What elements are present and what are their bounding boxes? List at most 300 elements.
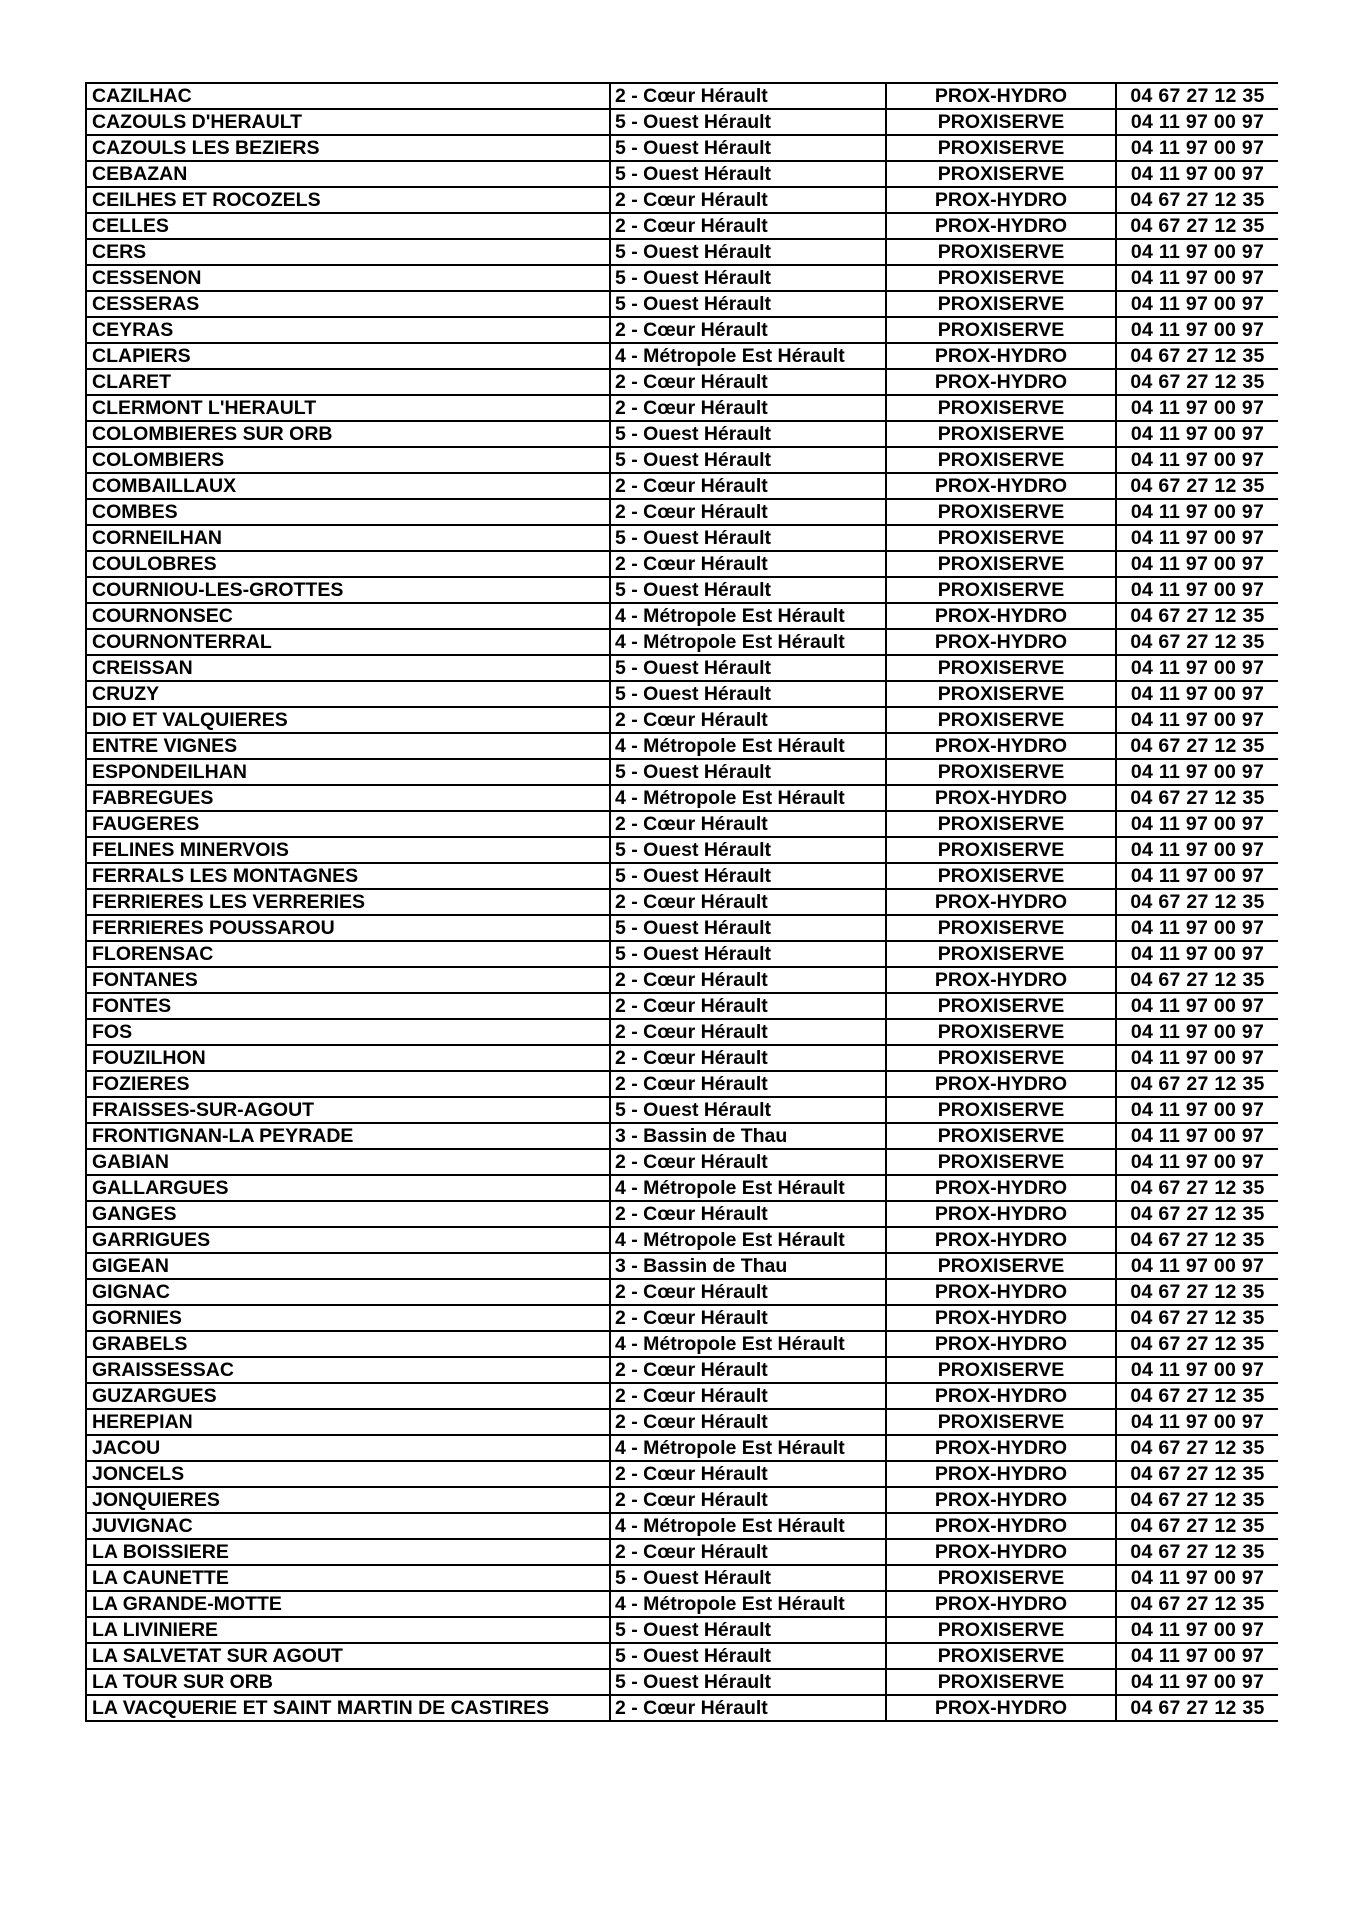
secteur-cell: 5 - Ouest Hérault [610, 1565, 886, 1591]
operateur-cell: PROXISERVE [886, 161, 1116, 187]
table-row [86, 499, 1278, 525]
telephone-cell: 04 11 97 00 97 [1116, 1019, 1278, 1045]
table-row [86, 733, 1278, 759]
telephone-cell: 04 11 97 00 97 [1116, 525, 1278, 551]
table-row [86, 941, 1278, 967]
secteur-cell: 5 - Ouest Hérault [610, 109, 886, 135]
operateur-cell: PROX-HYDRO [886, 785, 1116, 811]
commune-cell: CESSERAS [86, 291, 610, 317]
table-row [86, 967, 1278, 993]
operateur-cell: PROX-HYDRO [886, 369, 1116, 395]
telephone-cell: 04 11 97 00 97 [1116, 161, 1278, 187]
commune-cell: FOS [86, 1019, 610, 1045]
telephone-cell: 04 11 97 00 97 [1116, 863, 1278, 889]
table-row [86, 1669, 1278, 1695]
secteur-cell: 5 - Ouest Hérault [610, 525, 886, 551]
telephone-cell: 04 11 97 00 97 [1116, 811, 1278, 837]
telephone-cell: 04 11 97 00 97 [1116, 759, 1278, 785]
table-row [86, 421, 1278, 447]
telephone-cell: 04 11 97 00 97 [1116, 395, 1278, 421]
operateur-cell: PROX-HYDRO [886, 473, 1116, 499]
commune-cell: FONTANES [86, 967, 610, 993]
commune-cell: LA BOISSIERE [86, 1539, 610, 1565]
commune-cell: JONQUIERES [86, 1487, 610, 1513]
telephone-cell: 04 67 27 12 35 [1116, 369, 1278, 395]
table-row [86, 1331, 1278, 1357]
operateur-cell: PROXISERVE [886, 1097, 1116, 1123]
operateur-cell: PROX-HYDRO [886, 1513, 1116, 1539]
telephone-cell: 04 11 97 00 97 [1116, 317, 1278, 343]
secteur-cell: 4 - Métropole Est Hérault [610, 1513, 886, 1539]
telephone-cell: 04 11 97 00 97 [1116, 551, 1278, 577]
telephone-cell: 04 67 27 12 35 [1116, 1071, 1278, 1097]
table-row [86, 1435, 1278, 1461]
commune-cell: CERS [86, 239, 610, 265]
table-row [86, 525, 1278, 551]
commune-cell: LA VACQUERIE ET SAINT MARTIN DE CASTIRES [86, 1695, 610, 1721]
secteur-cell: 2 - Cœur Hérault [610, 1383, 886, 1409]
table-row [86, 1487, 1278, 1513]
table-row [86, 213, 1278, 239]
telephone-cell: 04 67 27 12 35 [1116, 1539, 1278, 1565]
table-row [86, 473, 1278, 499]
table-row [86, 863, 1278, 889]
commune-cell: COURNIOU-LES-GROTTES [86, 577, 610, 603]
commune-cell: CEYRAS [86, 317, 610, 343]
operateur-cell: PROX-HYDRO [886, 1071, 1116, 1097]
table-row [86, 629, 1278, 655]
secteur-cell: 2 - Cœur Hérault [610, 1149, 886, 1175]
commune-cell: FLORENSAC [86, 941, 610, 967]
telephone-cell: 04 11 97 00 97 [1116, 499, 1278, 525]
telephone-cell: 04 11 97 00 97 [1116, 265, 1278, 291]
secteur-cell: 2 - Cœur Hérault [610, 395, 886, 421]
table-row [86, 1019, 1278, 1045]
table-row [86, 265, 1278, 291]
operateur-cell: PROX-HYDRO [886, 967, 1116, 993]
operateur-cell: PROXISERVE [886, 993, 1116, 1019]
commune-cell: GRABELS [86, 1331, 610, 1357]
table-row [86, 1175, 1278, 1201]
telephone-cell: 04 11 97 00 97 [1116, 1669, 1278, 1695]
telephone-cell: 04 11 97 00 97 [1116, 941, 1278, 967]
table-row [86, 161, 1278, 187]
secteur-cell: 5 - Ouest Hérault [610, 1669, 886, 1695]
commune-cell: ENTRE VIGNES [86, 733, 610, 759]
table-row [86, 889, 1278, 915]
table-row [86, 915, 1278, 941]
secteur-cell: 5 - Ouest Hérault [610, 759, 886, 785]
secteur-cell: 2 - Cœur Hérault [610, 1487, 886, 1513]
table-row [86, 1539, 1278, 1565]
table-row [86, 1253, 1278, 1279]
commune-cell: LA GRANDE-MOTTE [86, 1591, 610, 1617]
table-row [86, 395, 1278, 421]
operateur-cell: PROX-HYDRO [886, 1539, 1116, 1565]
commune-cell: CESSENON [86, 265, 610, 291]
operateur-cell: PROXISERVE [886, 447, 1116, 473]
table-row [86, 759, 1278, 785]
table-row [86, 317, 1278, 343]
secteur-cell: 4 - Métropole Est Hérault [610, 1175, 886, 1201]
operateur-cell: PROXISERVE [886, 395, 1116, 421]
operateur-cell: PROXISERVE [886, 863, 1116, 889]
secteur-cell: 5 - Ouest Hérault [610, 655, 886, 681]
table-row [86, 993, 1278, 1019]
operateur-cell: PROXISERVE [886, 317, 1116, 343]
commune-cell: COMBES [86, 499, 610, 525]
commune-cell: FERRIERES POUSSAROU [86, 915, 610, 941]
operateur-cell: PROXISERVE [886, 1123, 1116, 1149]
telephone-cell: 04 67 27 12 35 [1116, 1513, 1278, 1539]
commune-cell: COURNONSEC [86, 603, 610, 629]
secteur-cell: 2 - Cœur Hérault [610, 1045, 886, 1071]
operateur-cell: PROX-HYDRO [886, 889, 1116, 915]
commune-cell: CEBAZAN [86, 161, 610, 187]
operateur-cell: PROXISERVE [886, 811, 1116, 837]
secteur-cell: 5 - Ouest Hérault [610, 941, 886, 967]
table-row [86, 785, 1278, 811]
secteur-cell: 2 - Cœur Hérault [610, 811, 886, 837]
secteur-cell: 2 - Cœur Hérault [610, 1071, 886, 1097]
commune-cell: DIO ET VALQUIERES [86, 707, 610, 733]
commune-cell: COMBAILLAUX [86, 473, 610, 499]
table-row [86, 239, 1278, 265]
telephone-cell: 04 11 97 00 97 [1116, 1253, 1278, 1279]
secteur-cell: 2 - Cœur Hérault [610, 1461, 886, 1487]
operateur-cell: PROXISERVE [886, 109, 1116, 135]
operateur-cell: PROXISERVE [886, 291, 1116, 317]
secteur-cell: 5 - Ouest Hérault [610, 1643, 886, 1669]
table-row [86, 811, 1278, 837]
telephone-cell: 04 67 27 12 35 [1116, 1305, 1278, 1331]
telephone-cell: 04 67 27 12 35 [1116, 889, 1278, 915]
telephone-cell: 04 11 97 00 97 [1116, 1149, 1278, 1175]
secteur-cell: 5 - Ouest Hérault [610, 863, 886, 889]
table-row [86, 837, 1278, 863]
table-row [86, 603, 1278, 629]
operateur-cell: PROXISERVE [886, 707, 1116, 733]
table-row [86, 447, 1278, 473]
operateur-cell: PROXISERVE [886, 1149, 1116, 1175]
table-row [86, 291, 1278, 317]
telephone-cell: 04 11 97 00 97 [1116, 239, 1278, 265]
operateur-cell: PROXISERVE [886, 759, 1116, 785]
table-row [86, 109, 1278, 135]
telephone-cell: 04 67 27 12 35 [1116, 1175, 1278, 1201]
telephone-cell: 04 11 97 00 97 [1116, 707, 1278, 733]
commune-cell: COULOBRES [86, 551, 610, 577]
secteur-cell: 5 - Ouest Hérault [610, 421, 886, 447]
table-row [86, 577, 1278, 603]
secteur-cell: 3 - Bassin de Thau [610, 1123, 886, 1149]
secteur-cell: 5 - Ouest Hérault [610, 1617, 886, 1643]
operateur-cell: PROX-HYDRO [886, 83, 1116, 109]
telephone-cell: 04 67 27 12 35 [1116, 629, 1278, 655]
commune-cell: CORNEILHAN [86, 525, 610, 551]
telephone-cell: 04 67 27 12 35 [1116, 473, 1278, 499]
telephone-cell: 04 11 97 00 97 [1116, 837, 1278, 863]
secteur-cell: 5 - Ouest Hérault [610, 135, 886, 161]
commune-cell: CRUZY [86, 681, 610, 707]
table-row [86, 681, 1278, 707]
commune-cell: GALLARGUES [86, 1175, 610, 1201]
commune-cell: JONCELS [86, 1461, 610, 1487]
table-row [86, 1643, 1278, 1669]
telephone-cell: 04 11 97 00 97 [1116, 109, 1278, 135]
operateur-cell: PROX-HYDRO [886, 213, 1116, 239]
operateur-cell: PROX-HYDRO [886, 1435, 1116, 1461]
secteur-cell: 4 - Métropole Est Hérault [610, 733, 886, 759]
secteur-cell: 2 - Cœur Hérault [610, 213, 886, 239]
secteur-cell: 4 - Métropole Est Hérault [610, 343, 886, 369]
telephone-cell: 04 67 27 12 35 [1116, 1591, 1278, 1617]
telephone-cell: 04 67 27 12 35 [1116, 83, 1278, 109]
commune-cell: GANGES [86, 1201, 610, 1227]
telephone-cell: 04 67 27 12 35 [1116, 1487, 1278, 1513]
telephone-cell: 04 11 97 00 97 [1116, 1123, 1278, 1149]
commune-cell: GUZARGUES [86, 1383, 610, 1409]
telephone-cell: 04 11 97 00 97 [1116, 1097, 1278, 1123]
telephone-cell: 04 11 97 00 97 [1116, 681, 1278, 707]
table-row [86, 187, 1278, 213]
telephone-cell: 04 67 27 12 35 [1116, 187, 1278, 213]
commune-cell: CEILHES ET ROCOZELS [86, 187, 610, 213]
secteur-cell: 5 - Ouest Hérault [610, 681, 886, 707]
secteur-cell: 2 - Cœur Hérault [610, 1539, 886, 1565]
table-row [86, 655, 1278, 681]
operateur-cell: PROXISERVE [886, 1253, 1116, 1279]
secteur-cell: 2 - Cœur Hérault [610, 1357, 886, 1383]
commune-cell: COLOMBIERES SUR ORB [86, 421, 610, 447]
commune-cell: CAZILHAC [86, 83, 610, 109]
commune-cell: CLAPIERS [86, 343, 610, 369]
telephone-cell: 04 67 27 12 35 [1116, 1227, 1278, 1253]
secteur-cell: 2 - Cœur Hérault [610, 1201, 886, 1227]
commune-cell: ESPONDEILHAN [86, 759, 610, 785]
telephone-cell: 04 11 97 00 97 [1116, 1357, 1278, 1383]
telephone-cell: 04 67 27 12 35 [1116, 1331, 1278, 1357]
secteur-cell: 4 - Métropole Est Hérault [610, 1331, 886, 1357]
operateur-cell: PROXISERVE [886, 941, 1116, 967]
table-row [86, 343, 1278, 369]
secteur-cell: 2 - Cœur Hérault [610, 707, 886, 733]
commune-cell: FELINES MINERVOIS [86, 837, 610, 863]
commune-cell: GABIAN [86, 1149, 610, 1175]
telephone-cell: 04 11 97 00 97 [1116, 915, 1278, 941]
operateur-cell: PROX-HYDRO [886, 629, 1116, 655]
operateur-cell: PROX-HYDRO [886, 1201, 1116, 1227]
telephone-cell: 04 67 27 12 35 [1116, 213, 1278, 239]
commune-cell: CAZOULS D'HERAULT [86, 109, 610, 135]
communes-table-container [85, 82, 1278, 1882]
table-row [86, 1227, 1278, 1253]
secteur-cell: 5 - Ouest Hérault [610, 837, 886, 863]
table-row [86, 369, 1278, 395]
commune-cell: FRONTIGNAN-LA PEYRADE [86, 1123, 610, 1149]
telephone-cell: 04 11 97 00 97 [1116, 291, 1278, 317]
telephone-cell: 04 11 97 00 97 [1116, 1409, 1278, 1435]
operateur-cell: PROX-HYDRO [886, 343, 1116, 369]
telephone-cell: 04 11 97 00 97 [1116, 1565, 1278, 1591]
operateur-cell: PROX-HYDRO [886, 1591, 1116, 1617]
operateur-cell: PROXISERVE [886, 1019, 1116, 1045]
commune-cell: GIGNAC [86, 1279, 610, 1305]
secteur-cell: 2 - Cœur Hérault [610, 551, 886, 577]
telephone-cell: 04 11 97 00 97 [1116, 447, 1278, 473]
secteur-cell: 2 - Cœur Hérault [610, 1695, 886, 1721]
telephone-cell: 04 11 97 00 97 [1116, 577, 1278, 603]
commune-cell: LA SALVETAT SUR AGOUT [86, 1643, 610, 1669]
secteur-cell: 5 - Ouest Hérault [610, 291, 886, 317]
table-row [86, 1383, 1278, 1409]
commune-cell: FERRALS LES MONTAGNES [86, 863, 610, 889]
secteur-cell: 4 - Métropole Est Hérault [610, 1435, 886, 1461]
operateur-cell: PROXISERVE [886, 551, 1116, 577]
operateur-cell: PROXISERVE [886, 681, 1116, 707]
secteur-cell: 2 - Cœur Hérault [610, 187, 886, 213]
secteur-cell: 2 - Cœur Hérault [610, 369, 886, 395]
secteur-cell: 5 - Ouest Hérault [610, 1097, 886, 1123]
operateur-cell: PROX-HYDRO [886, 1461, 1116, 1487]
secteur-cell: 2 - Cœur Hérault [610, 967, 886, 993]
telephone-cell: 04 67 27 12 35 [1116, 1435, 1278, 1461]
operateur-cell: PROX-HYDRO [886, 1695, 1116, 1721]
secteur-cell: 4 - Métropole Est Hérault [610, 1227, 886, 1253]
communes-table [85, 82, 1278, 1722]
operateur-cell: PROX-HYDRO [886, 1175, 1116, 1201]
telephone-cell: 04 11 97 00 97 [1116, 1617, 1278, 1643]
commune-cell: LA TOUR SUR ORB [86, 1669, 610, 1695]
telephone-cell: 04 67 27 12 35 [1116, 733, 1278, 759]
operateur-cell: PROX-HYDRO [886, 1383, 1116, 1409]
commune-cell: CLARET [86, 369, 610, 395]
table-row [86, 1565, 1278, 1591]
secteur-cell: 2 - Cœur Hérault [610, 889, 886, 915]
operateur-cell: PROXISERVE [886, 837, 1116, 863]
table-row [86, 1617, 1278, 1643]
commune-cell: FABREGUES [86, 785, 610, 811]
table-row [86, 1071, 1278, 1097]
telephone-cell: 04 67 27 12 35 [1116, 603, 1278, 629]
operateur-cell: PROXISERVE [886, 239, 1116, 265]
operateur-cell: PROXISERVE [886, 1409, 1116, 1435]
table-row [86, 1591, 1278, 1617]
commune-cell: COURNONTERRAL [86, 629, 610, 655]
commune-cell: GIGEAN [86, 1253, 610, 1279]
secteur-cell: 4 - Métropole Est Hérault [610, 1591, 886, 1617]
table-row [86, 1201, 1278, 1227]
operateur-cell: PROXISERVE [886, 265, 1116, 291]
operateur-cell: PROX-HYDRO [886, 187, 1116, 213]
telephone-cell: 04 11 97 00 97 [1116, 1045, 1278, 1071]
telephone-cell: 04 67 27 12 35 [1116, 343, 1278, 369]
table-row [86, 1513, 1278, 1539]
operateur-cell: PROXISERVE [886, 499, 1116, 525]
telephone-cell: 04 67 27 12 35 [1116, 1695, 1278, 1721]
operateur-cell: PROX-HYDRO [886, 1279, 1116, 1305]
operateur-cell: PROXISERVE [886, 915, 1116, 941]
commune-cell: FRAISSES-SUR-AGOUT [86, 1097, 610, 1123]
secteur-cell: 2 - Cœur Hérault [610, 1279, 886, 1305]
table-row [86, 1279, 1278, 1305]
table-row [86, 135, 1278, 161]
commune-cell: FAUGERES [86, 811, 610, 837]
telephone-cell: 04 67 27 12 35 [1116, 1461, 1278, 1487]
telephone-cell: 04 11 97 00 97 [1116, 421, 1278, 447]
telephone-cell: 04 11 97 00 97 [1116, 993, 1278, 1019]
secteur-cell: 2 - Cœur Hérault [610, 1409, 886, 1435]
commune-cell: LA LIVINIERE [86, 1617, 610, 1643]
operateur-cell: PROXISERVE [886, 1045, 1116, 1071]
commune-cell: JUVIGNAC [86, 1513, 610, 1539]
table-row [86, 1305, 1278, 1331]
secteur-cell: 4 - Métropole Est Hérault [610, 629, 886, 655]
secteur-cell: 2 - Cœur Hérault [610, 1019, 886, 1045]
operateur-cell: PROXISERVE [886, 1617, 1116, 1643]
operateur-cell: PROX-HYDRO [886, 1227, 1116, 1253]
table-row [86, 1357, 1278, 1383]
commune-cell: CREISSAN [86, 655, 610, 681]
commune-cell: GORNIES [86, 1305, 610, 1331]
operateur-cell: PROXISERVE [886, 1669, 1116, 1695]
commune-cell: CLERMONT L'HERAULT [86, 395, 610, 421]
table-row [86, 551, 1278, 577]
commune-cell: FERRIERES LES VERRERIES [86, 889, 610, 915]
telephone-cell: 04 11 97 00 97 [1116, 1643, 1278, 1669]
operateur-cell: PROX-HYDRO [886, 603, 1116, 629]
table-row [86, 83, 1278, 109]
secteur-cell: 2 - Cœur Hérault [610, 473, 886, 499]
commune-cell: FONTES [86, 993, 610, 1019]
operateur-cell: PROX-HYDRO [886, 1487, 1116, 1513]
operateur-cell: PROXISERVE [886, 1643, 1116, 1669]
secteur-cell: 5 - Ouest Hérault [610, 447, 886, 473]
commune-cell: CELLES [86, 213, 610, 239]
table-body [86, 83, 1278, 1721]
operateur-cell: PROXISERVE [886, 1357, 1116, 1383]
operateur-cell: PROXISERVE [886, 421, 1116, 447]
operateur-cell: PROX-HYDRO [886, 733, 1116, 759]
commune-cell: GARRIGUES [86, 1227, 610, 1253]
commune-cell: LA CAUNETTE [86, 1565, 610, 1591]
commune-cell: HEREPIAN [86, 1409, 610, 1435]
telephone-cell: 04 67 27 12 35 [1116, 1279, 1278, 1305]
table-row [86, 707, 1278, 733]
secteur-cell: 5 - Ouest Hérault [610, 239, 886, 265]
secteur-cell: 2 - Cœur Hérault [610, 1305, 886, 1331]
secteur-cell: 5 - Ouest Hérault [610, 161, 886, 187]
table-row [86, 1409, 1278, 1435]
telephone-cell: 04 67 27 12 35 [1116, 1201, 1278, 1227]
table-row [86, 1045, 1278, 1071]
secteur-cell: 2 - Cœur Hérault [610, 499, 886, 525]
operateur-cell: PROXISERVE [886, 655, 1116, 681]
secteur-cell: 4 - Métropole Est Hérault [610, 603, 886, 629]
telephone-cell: 04 67 27 12 35 [1116, 785, 1278, 811]
telephone-cell: 04 11 97 00 97 [1116, 135, 1278, 161]
secteur-cell: 2 - Cœur Hérault [610, 83, 886, 109]
telephone-cell: 04 67 27 12 35 [1116, 967, 1278, 993]
operateur-cell: PROXISERVE [886, 577, 1116, 603]
operateur-cell: PROX-HYDRO [886, 1331, 1116, 1357]
operateur-cell: PROXISERVE [886, 1565, 1116, 1591]
secteur-cell: 3 - Bassin de Thau [610, 1253, 886, 1279]
commune-cell: FOUZILHON [86, 1045, 610, 1071]
commune-cell: GRAISSESSAC [86, 1357, 610, 1383]
commune-cell: CAZOULS LES BEZIERS [86, 135, 610, 161]
telephone-cell: 04 67 27 12 35 [1116, 1383, 1278, 1409]
